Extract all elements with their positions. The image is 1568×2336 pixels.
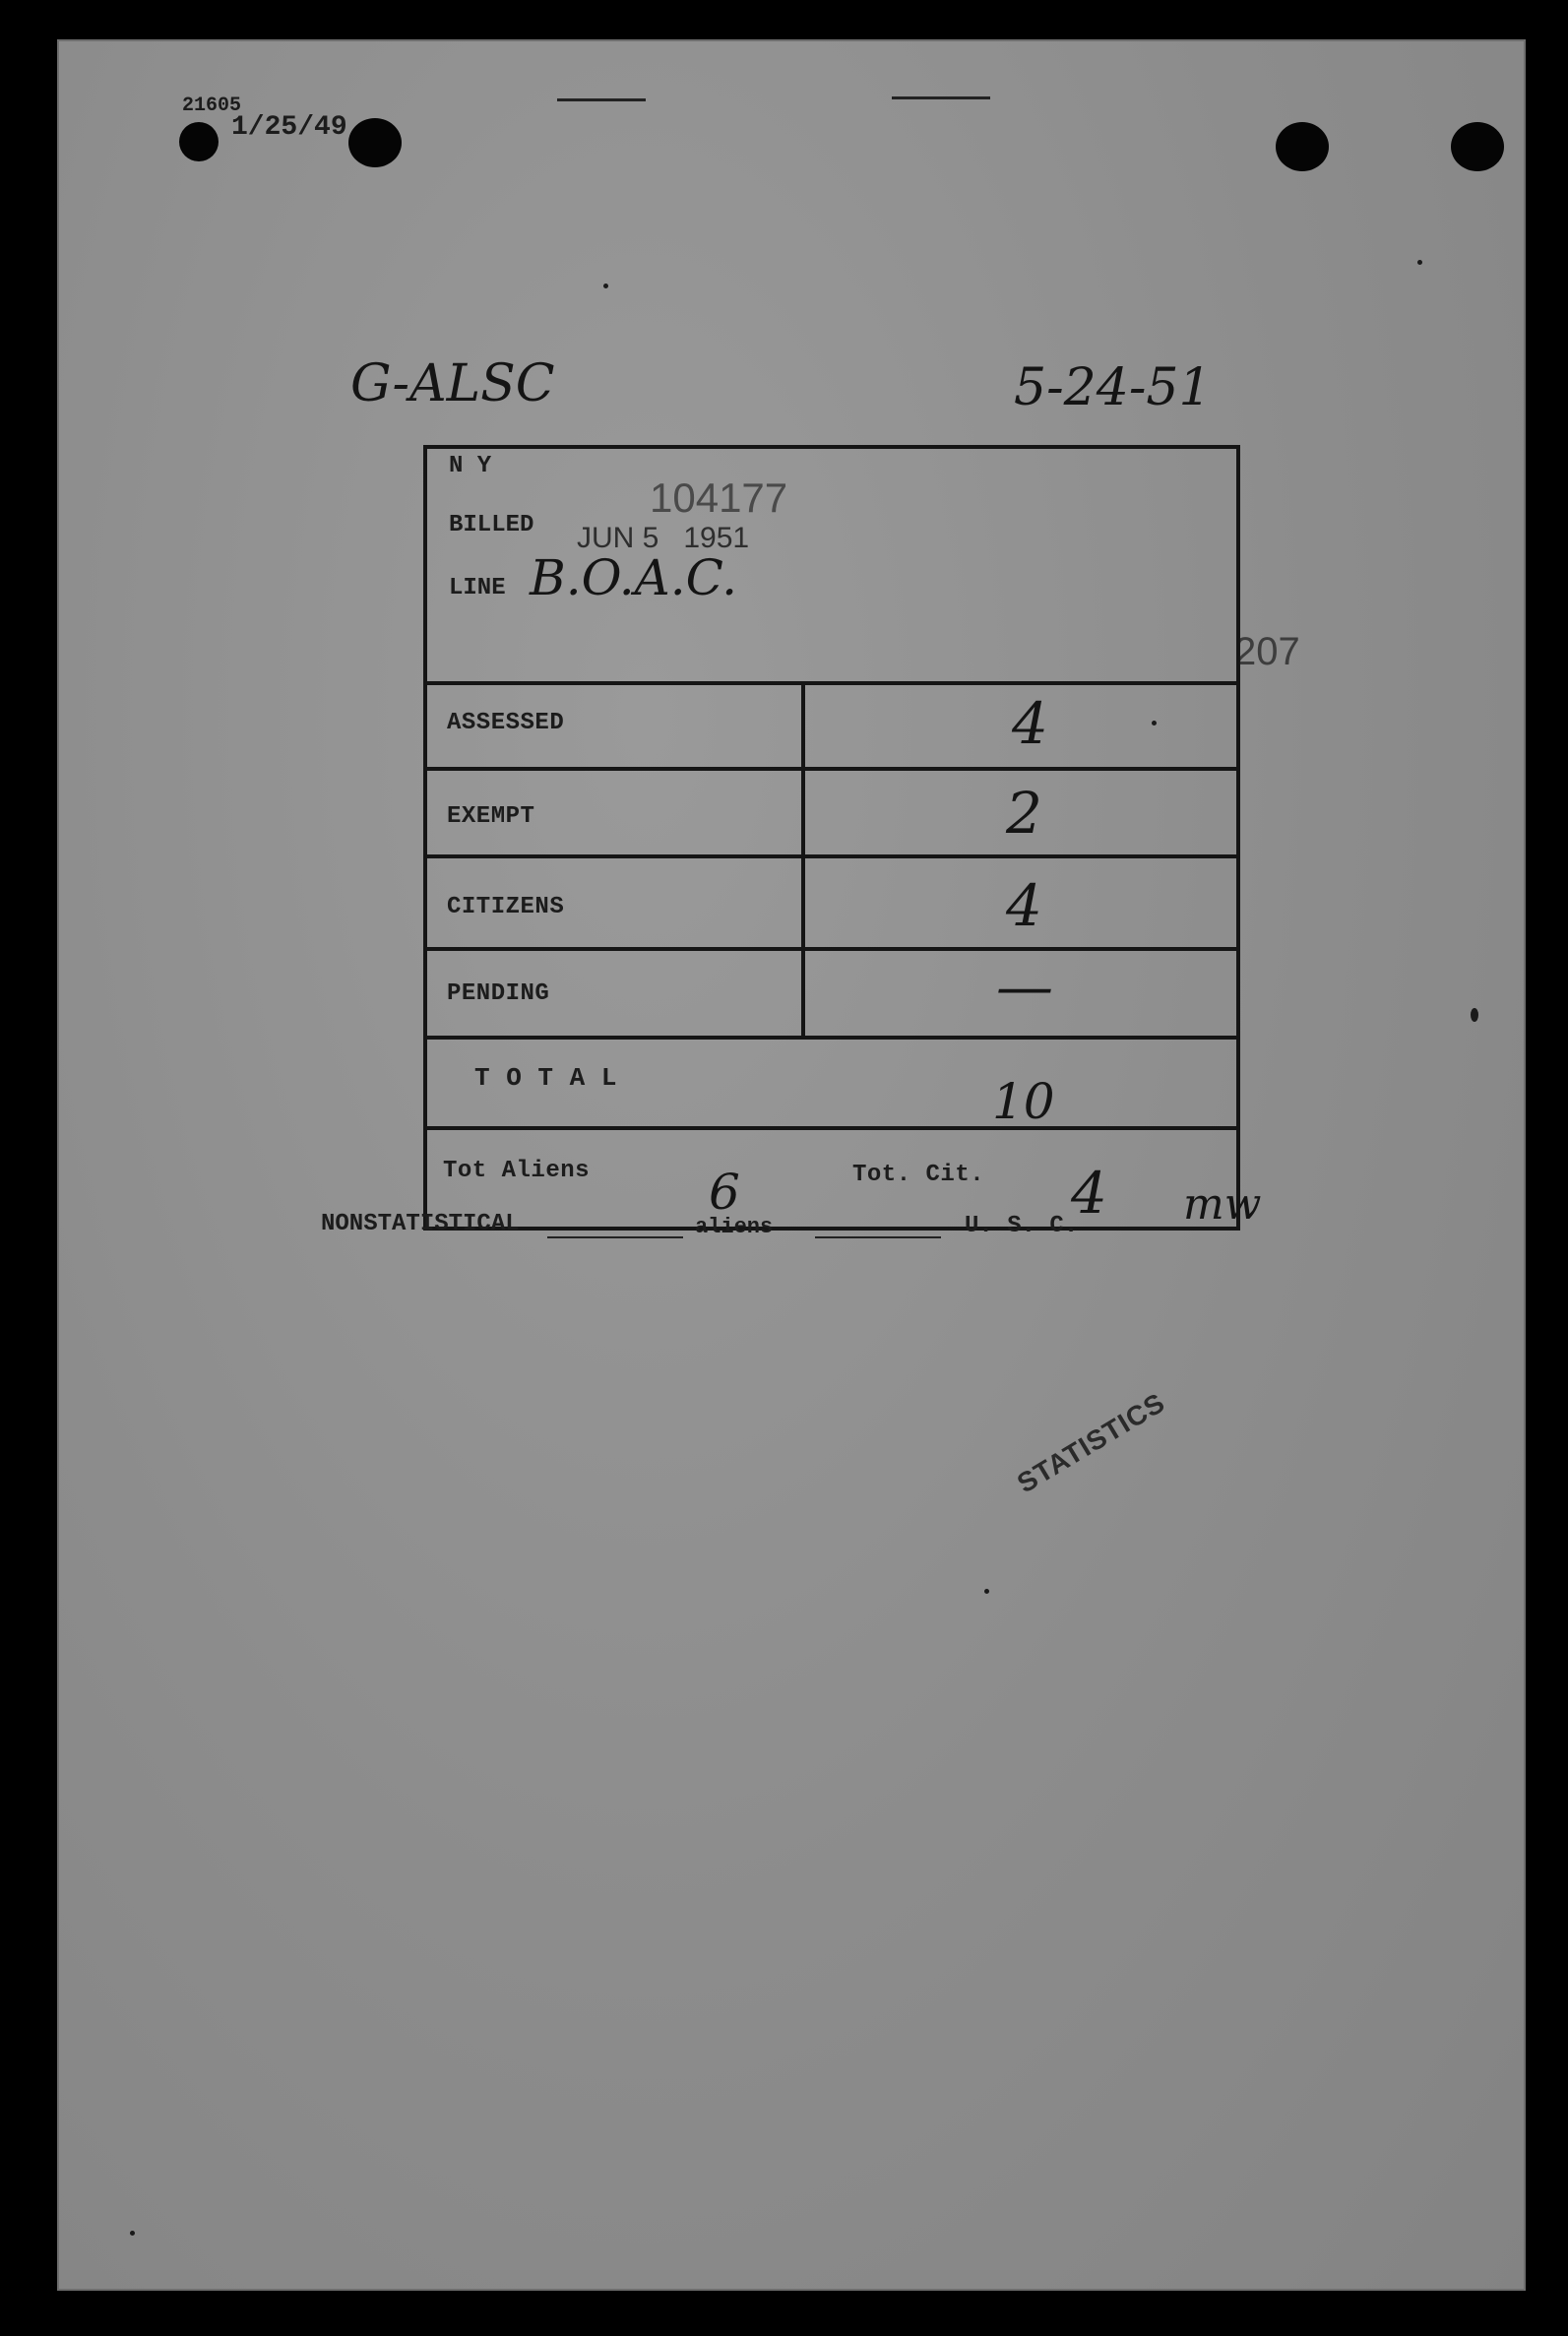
top-dash-2 xyxy=(892,96,990,99)
stamp-number: 104177 xyxy=(650,474,788,521)
line-value: B.O.A.C. xyxy=(530,549,737,606)
punch-hole-right xyxy=(1451,122,1504,171)
aliens-blank xyxy=(815,1236,941,1238)
tot-aliens-value: 6 xyxy=(709,1164,740,1221)
speck xyxy=(1471,1008,1478,1022)
row-label-pending: PENDING xyxy=(447,980,550,1007)
document-page xyxy=(57,39,1526,2291)
margin-stamp-number: 207 xyxy=(1234,630,1300,673)
port-label: N Y xyxy=(449,453,492,479)
manifest-form xyxy=(423,445,1240,1231)
speck xyxy=(130,2231,135,2236)
divider-row4 xyxy=(427,1036,1236,1040)
divider-row1 xyxy=(427,767,1236,771)
handwritten-aircraft-code: G-ALSC xyxy=(350,354,555,413)
punch-hole-left xyxy=(348,118,402,167)
speck xyxy=(603,284,608,288)
tot-cit-label: Tot. Cit. xyxy=(852,1162,985,1188)
row-label-citizens: CITIZENS xyxy=(447,894,565,920)
corner-note-line2: 1/25/49 xyxy=(231,112,347,143)
handwritten-date: 5-24-51 xyxy=(1014,358,1212,417)
column-divider xyxy=(801,681,805,1040)
row-value-exempt: 2 xyxy=(1006,780,1042,847)
row-label-assessed: ASSESSED xyxy=(447,710,565,736)
line-label: LINE xyxy=(449,575,506,601)
tot-aliens-label: Tot Aliens xyxy=(443,1158,591,1184)
row-value-citizens: 4 xyxy=(1006,872,1042,939)
speck xyxy=(1152,721,1157,726)
nonstatistical-label: NONSTATISTICAL xyxy=(321,1211,520,1237)
billed-date-stamp: JUN 5 1951 xyxy=(577,522,750,554)
statistics-stamp: STATISTICS xyxy=(1012,1386,1170,1499)
corner-note xyxy=(182,95,347,143)
punch-hole-center xyxy=(1276,122,1329,171)
row-label-exempt: EXEMPT xyxy=(447,803,535,830)
divider-total xyxy=(427,1126,1236,1130)
row-value-assessed: 4 xyxy=(1012,690,1048,757)
divider-row3 xyxy=(427,947,1236,951)
nonstatistical-aliens-label: aliens xyxy=(695,1215,774,1239)
total-value: 10 xyxy=(992,1073,1055,1130)
nonstatistical-blank xyxy=(547,1236,683,1238)
speck xyxy=(984,1589,989,1594)
handwritten-initials: mw xyxy=(1183,1179,1262,1230)
speck xyxy=(1417,260,1422,265)
top-dash-1 xyxy=(557,98,646,101)
total-label: T O T A L xyxy=(474,1063,617,1093)
usc-label: U. S. C. xyxy=(965,1213,1079,1239)
billed-label: BILLED xyxy=(449,512,534,538)
row-value-pending: — xyxy=(996,953,1053,1020)
divider-row2 xyxy=(427,854,1236,858)
corner-note-line1: 21605 xyxy=(182,95,242,117)
divider-header xyxy=(427,681,1236,685)
tot-cit-value: 4 xyxy=(1071,1160,1107,1227)
